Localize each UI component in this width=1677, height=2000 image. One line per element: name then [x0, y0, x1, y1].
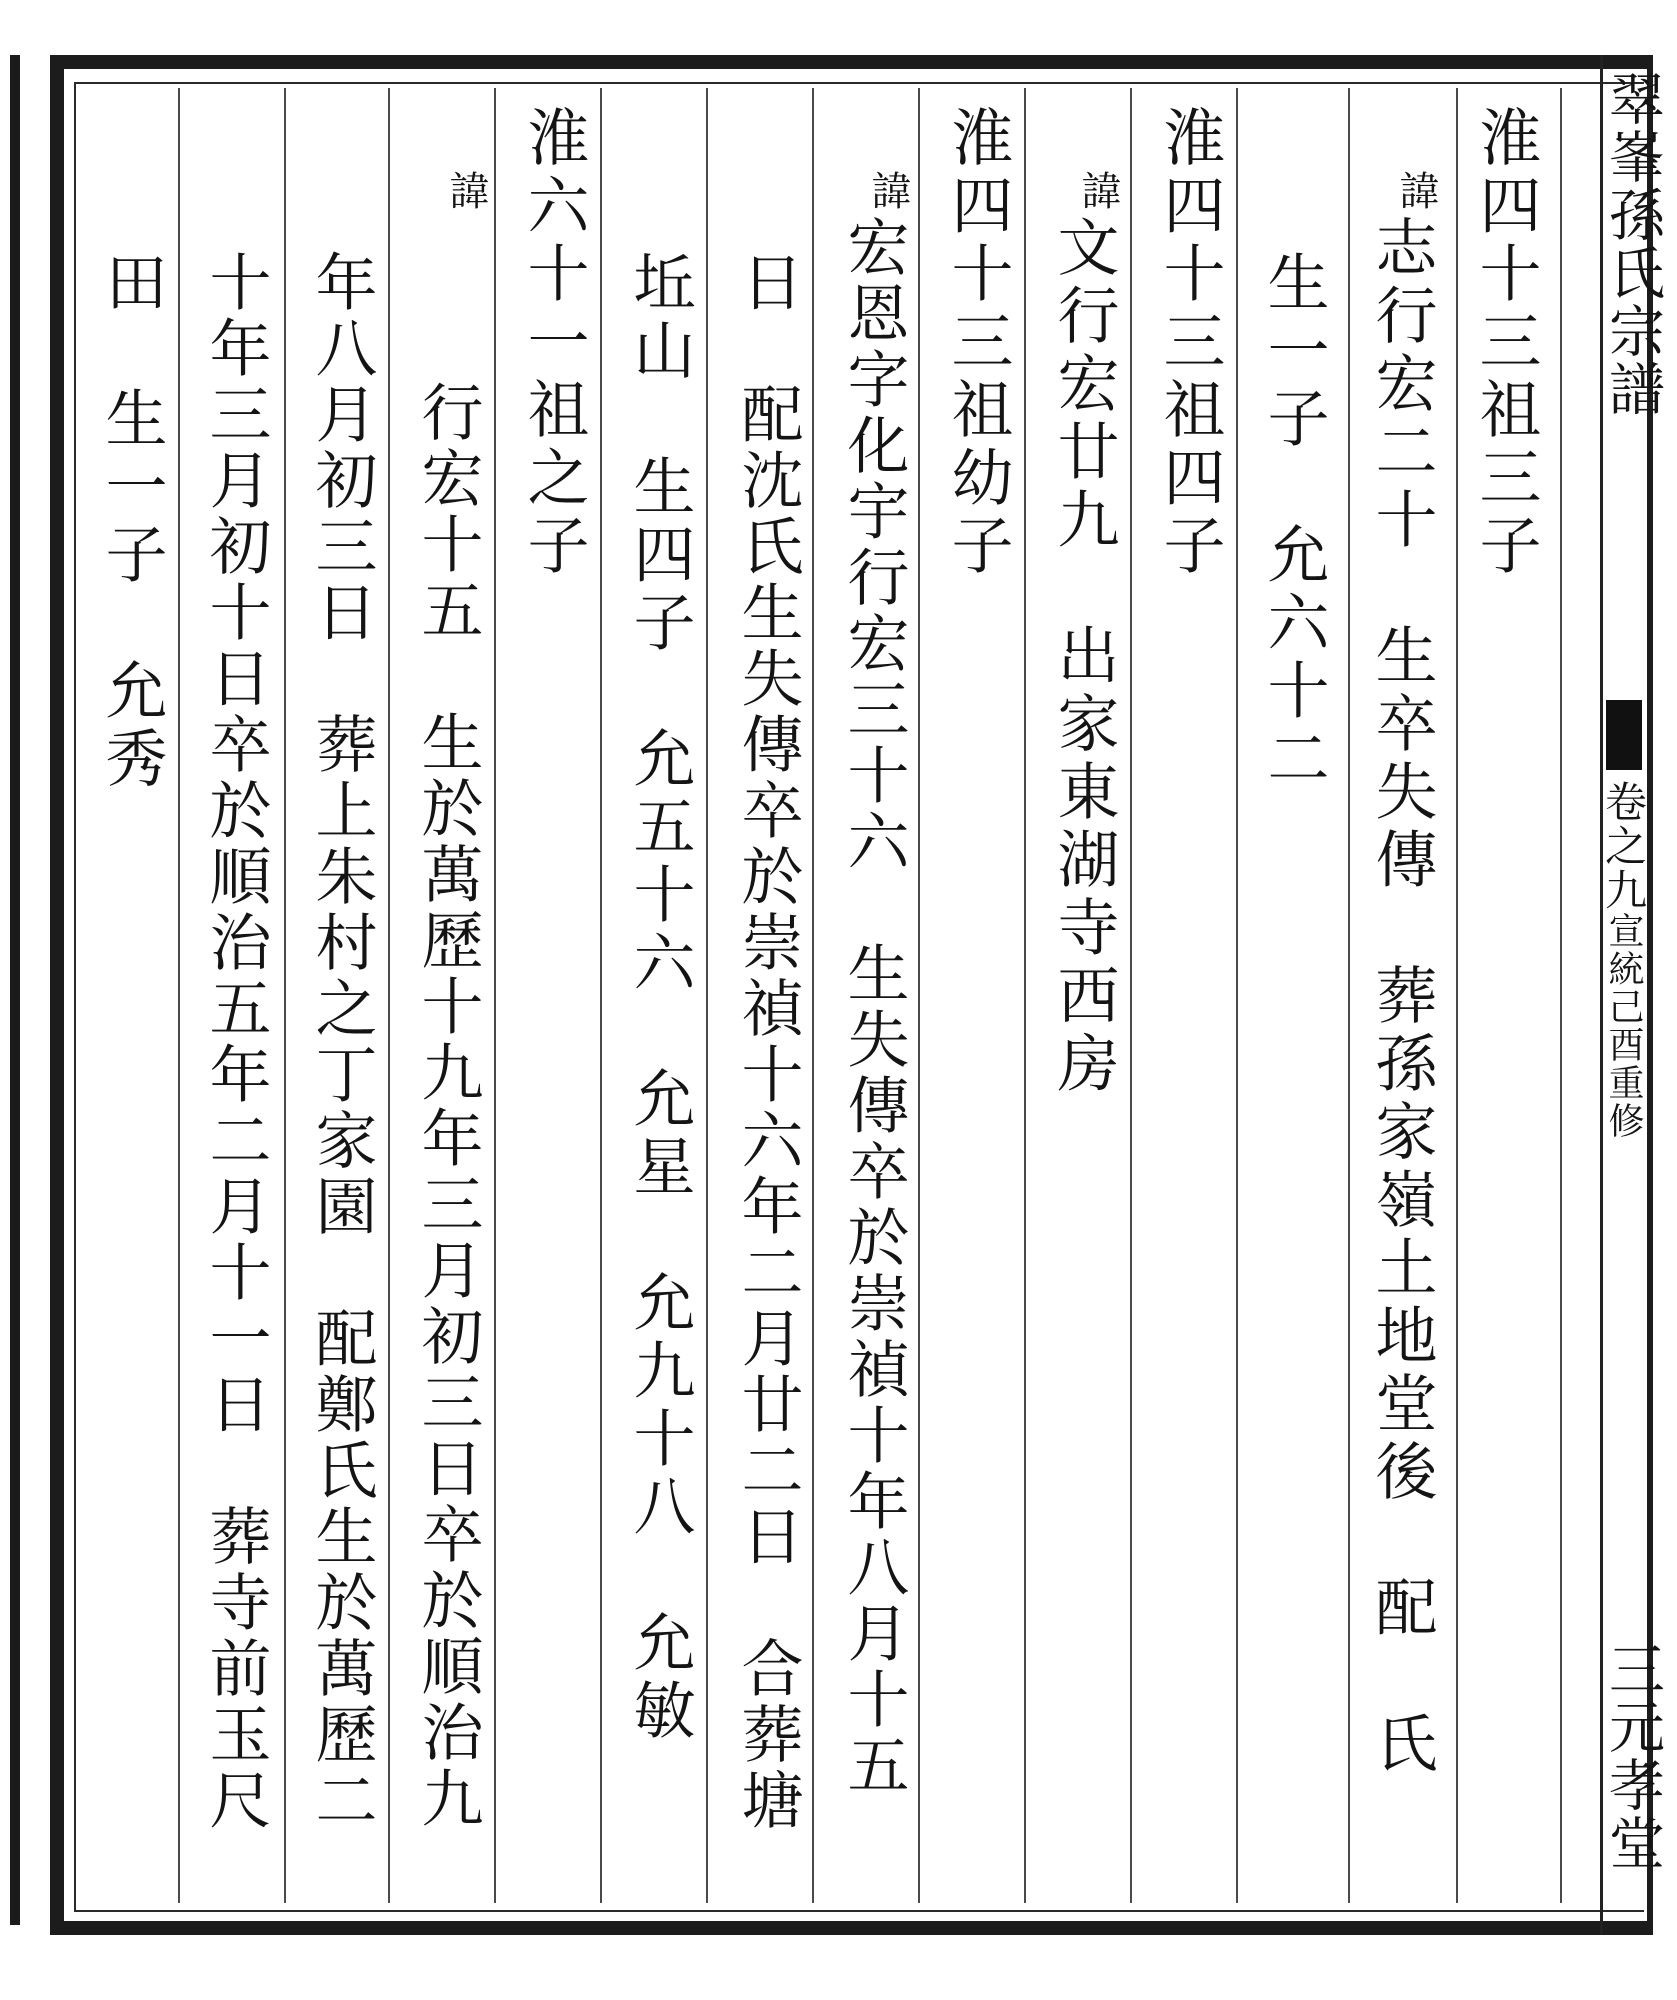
facing-page-edge [0, 0, 30, 2000]
text-column-14: 田 生一子 允秀 [95, 250, 168, 794]
column-rule [494, 88, 496, 1903]
column-rule [178, 88, 180, 1903]
text-column-6: 淮四十三祖幼子 [941, 105, 1014, 581]
column-rule [388, 88, 390, 1903]
text-column-4: 淮四十三祖四子 [1153, 105, 1226, 581]
column-rule [1560, 88, 1562, 1903]
text-column-7: 宏恩字化宇行宏三十六 生失傳卒於崇禎十年八月十五 [837, 215, 910, 1799]
fishtail-mark [1606, 700, 1642, 770]
genealogy-title: 翠峯孫氏宗譜 [1600, 70, 1665, 418]
volume-and-edition [1599, 780, 1648, 1140]
text-column-3: 生一子 允六十二 [1257, 250, 1330, 794]
text-column-9: 坵山 生四子 允五十六 允星 允九十八 允敏 [623, 250, 696, 1746]
taboo-name-mark: 諱 [865, 170, 911, 210]
taboo-name-mark: 諱 [1075, 170, 1121, 210]
column-rule [600, 88, 602, 1903]
hall-name: 三元孝堂 [1600, 1640, 1665, 1872]
column-rule [1024, 88, 1026, 1903]
column-rule [812, 88, 814, 1903]
text-column-1: 淮四十三祖三子 [1469, 105, 1542, 581]
text-column-12: 年八月初三日 葬上朱村之丁家園 配鄭氏生於萬歷二 [305, 250, 378, 1834]
text-column-5: 文行宏廿九 出家東湖寺西房 [1047, 215, 1120, 1099]
taboo-name-mark: 諱 [443, 170, 489, 210]
column-rule [706, 88, 708, 1903]
facing-page-border [10, 55, 20, 1925]
edition-label: 宣統己酉重修 [1603, 912, 1644, 1140]
volume-label: 卷之九 [1599, 780, 1648, 912]
text-column-8: 日 配沈氏生失傳卒於崇禎十六年二月廿二日 合葬塘 [731, 250, 804, 1834]
column-rule [1348, 88, 1350, 1903]
text-column-10: 淮六十一祖之子 [517, 105, 590, 581]
column-rule [284, 88, 286, 1903]
column-rule [1130, 88, 1132, 1903]
taboo-name-mark: 諱 [1393, 170, 1439, 210]
column-rule [1456, 88, 1458, 1903]
text-column-2: 志行宏二十 生卒失傳 葬孫家嶺土地堂後 配 氏 [1365, 215, 1438, 1779]
text-column-13: 十年三月初十日卒於順治五年二月十一日 葬寺前玉尺 [199, 250, 272, 1834]
text-column-11: 行宏十五 生於萬歷十九年三月初三日卒於順治九 [411, 380, 484, 1832]
column-rule [918, 88, 920, 1903]
column-rule [1236, 88, 1238, 1903]
